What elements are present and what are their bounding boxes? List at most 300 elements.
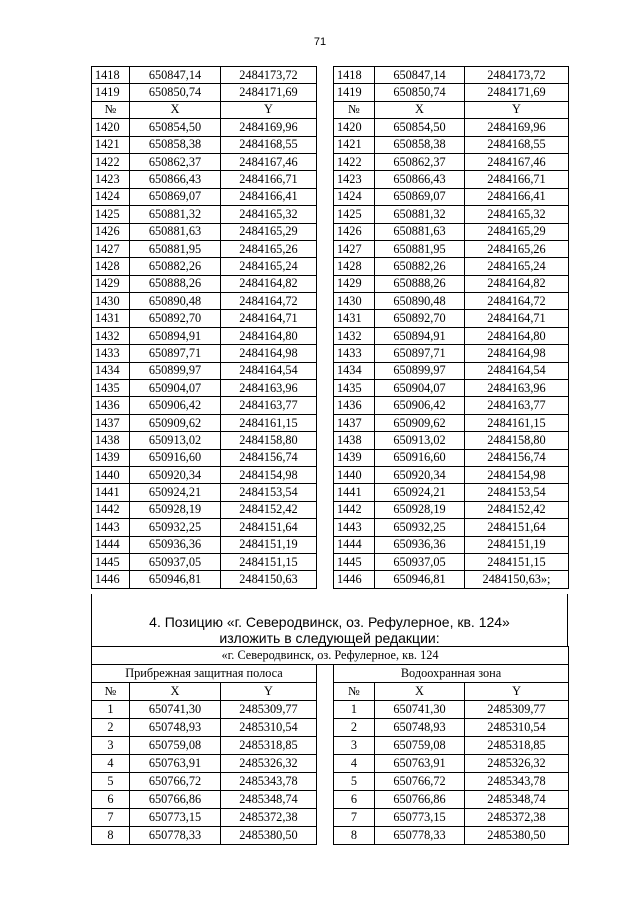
table-gap: [317, 188, 334, 205]
coord-y: 2484161,15: [465, 414, 569, 431]
table-gap: [317, 206, 334, 223]
table-gap: [317, 701, 334, 719]
coord-y: 2484164,98: [465, 345, 569, 362]
coord-y: 2485372,38: [221, 809, 317, 827]
coord-x: 650759,08: [375, 737, 465, 755]
table-gap: [317, 258, 334, 275]
point-number: 1434: [92, 362, 130, 379]
coord-y: 2484171,69: [465, 84, 569, 101]
coord-y: 2485372,38: [465, 809, 569, 827]
coord-x: 650847,14: [130, 67, 221, 84]
coord-y: 2485310,54: [221, 719, 317, 737]
coord-y: 2484164,98: [221, 345, 317, 362]
point-number: 4: [92, 755, 130, 773]
table-gap: [317, 171, 334, 188]
table-row: [92, 571, 569, 588]
point-number: 7: [92, 809, 130, 827]
point-number: 1429: [334, 275, 375, 292]
coord-x: 650766,86: [375, 791, 465, 809]
coord-x: 650854,50: [375, 119, 465, 136]
coord-x: 650892,70: [375, 310, 465, 327]
coord-y: 2484164,72: [465, 293, 569, 310]
table-row: [92, 258, 569, 275]
point-number: 1433: [334, 345, 375, 362]
point-number: 1443: [334, 519, 375, 536]
table-row: [92, 171, 569, 188]
coord-x: 650906,42: [375, 397, 465, 414]
coord-x: 650881,95: [130, 240, 221, 257]
coord-x: 650936,36: [375, 536, 465, 553]
coord-y: 2484167,46: [221, 153, 317, 170]
coord-y: 2485380,50: [221, 827, 317, 845]
col-header-x: X: [375, 683, 465, 701]
table-row: [92, 484, 569, 501]
coord-x: 650932,25: [130, 519, 221, 536]
point-number: 1430: [92, 293, 130, 310]
table-row: [92, 136, 569, 153]
table-row: [92, 809, 569, 827]
coord-y: 2484158,80: [465, 432, 569, 449]
group-header-left: Прибрежная защитная полоса: [92, 665, 317, 683]
coord-x: 650924,21: [130, 484, 221, 501]
table-gap: [317, 719, 334, 737]
coord-x: 650932,25: [375, 519, 465, 536]
table-title: «г. Северодвинск, оз. Рефулерное, кв. 124: [92, 647, 569, 665]
coord-y: 2484165,26: [221, 240, 317, 257]
point-number: 1444: [334, 536, 375, 553]
coord-x: 650909,62: [375, 414, 465, 431]
coord-x: 650759,08: [130, 737, 221, 755]
col-header-x: X: [130, 101, 221, 118]
coord-x: 650866,43: [130, 171, 221, 188]
page-number: 71: [313, 36, 327, 48]
coord-y: 2485326,32: [221, 755, 317, 773]
table-gap: [317, 791, 334, 809]
table-row: [92, 791, 569, 809]
point-number: 1422: [92, 153, 130, 170]
table-row: [92, 153, 569, 170]
point-number: 3: [334, 737, 375, 755]
point-number: 1: [334, 701, 375, 719]
coord-y: 2485326,32: [465, 755, 569, 773]
coord-y: 2484154,98: [221, 466, 317, 483]
coord-x: 650748,93: [130, 719, 221, 737]
coord-x: 650881,32: [130, 206, 221, 223]
coord-y: 2484151,15: [221, 553, 317, 570]
table-gap: [317, 414, 334, 431]
col-header-y: Y: [465, 683, 569, 701]
coord-y: 2484167,46: [465, 153, 569, 170]
point-number: 1419: [334, 84, 375, 101]
table-gap: [317, 827, 334, 845]
section-4-heading: 4. Позицию «г. Северодвинск, оз. Рефулерное, кв. 124»: [149, 614, 510, 630]
point-number: 5: [334, 773, 375, 791]
coord-y: 2484166,71: [221, 171, 317, 188]
coord-x: 650866,43: [375, 171, 465, 188]
coord-y: 2484153,54: [221, 484, 317, 501]
point-number: 7: [334, 809, 375, 827]
coord-x: 650890,48: [130, 293, 221, 310]
coord-y: 2484163,77: [221, 397, 317, 414]
coord-x: 650847,14: [375, 67, 465, 84]
point-number: 1431: [92, 310, 130, 327]
coord-y: 2484166,71: [465, 171, 569, 188]
coord-y: 2485348,74: [465, 791, 569, 809]
group-header-right: Водоохранная зона: [334, 665, 569, 683]
point-number: 1435: [334, 380, 375, 397]
point-number: 1421: [92, 136, 130, 153]
coord-y: 2485309,77: [465, 701, 569, 719]
coord-x: 650916,60: [375, 449, 465, 466]
point-number: 1427: [92, 240, 130, 257]
coord-y: 2484164,82: [465, 275, 569, 292]
coord-y: 2484163,77: [465, 397, 569, 414]
point-number: 1441: [92, 484, 130, 501]
coord-x: 650881,63: [375, 223, 465, 240]
point-number: 3: [92, 737, 130, 755]
point-number: 6: [92, 791, 130, 809]
coord-y: 2484165,29: [221, 223, 317, 240]
col-header-y: Y: [221, 101, 317, 118]
table-gap: [317, 67, 334, 84]
point-number: 1425: [92, 206, 130, 223]
table-header-row: [92, 101, 569, 118]
point-number: 2: [92, 719, 130, 737]
coord-y: 2484156,74: [221, 449, 317, 466]
coord-x: 650928,19: [375, 501, 465, 518]
table-row: [92, 362, 569, 379]
coord-x: 650892,70: [130, 310, 221, 327]
coord-x: 650748,93: [375, 719, 465, 737]
table-row: [92, 553, 569, 570]
point-number: 1436: [92, 397, 130, 414]
table-gap: [317, 275, 334, 292]
coord-y: 2484161,15: [221, 414, 317, 431]
coord-x: 650778,33: [130, 827, 221, 845]
coord-y: 2484151,15: [465, 553, 569, 570]
table-gap: [317, 466, 334, 483]
coord-x: 650916,60: [130, 449, 221, 466]
table-gap: [317, 345, 334, 362]
coord-x: 650894,91: [375, 327, 465, 344]
point-number: 1423: [92, 171, 130, 188]
coord-y: 2484151,19: [465, 536, 569, 553]
point-number: 1420: [92, 119, 130, 136]
coord-y: 2485310,54: [465, 719, 569, 737]
table-gap: [317, 223, 334, 240]
coord-x: 650909,62: [130, 414, 221, 431]
coord-x: 650773,15: [130, 809, 221, 827]
coord-x: 650888,26: [375, 275, 465, 292]
coord-x: 650904,07: [130, 380, 221, 397]
point-number: 1420: [334, 119, 375, 136]
coord-y: 2484165,24: [465, 258, 569, 275]
coord-x: 650858,38: [130, 136, 221, 153]
table-row: [92, 327, 569, 344]
coord-x: 650882,26: [130, 258, 221, 275]
coord-x: 650766,72: [375, 773, 465, 791]
coordinates-table-kv124: [91, 646, 569, 845]
coord-y: 2484165,32: [221, 206, 317, 223]
point-number: 1432: [334, 327, 375, 344]
coord-x: 650899,97: [375, 362, 465, 379]
point-number: 1418: [334, 67, 375, 84]
coord-x: 650897,71: [130, 345, 221, 362]
coord-x: 650850,74: [130, 84, 221, 101]
table-gap: [317, 449, 334, 466]
coord-x: 650904,07: [375, 380, 465, 397]
table-gap: [317, 101, 334, 118]
table-row: [92, 380, 569, 397]
point-number: 1440: [92, 466, 130, 483]
table-gap: [317, 809, 334, 827]
table-row: [92, 737, 569, 755]
coord-y: 2484152,42: [465, 501, 569, 518]
table-gap: [317, 755, 334, 773]
col-header-num: №: [334, 101, 375, 118]
table-row: [92, 223, 569, 240]
coord-x: 650741,30: [375, 701, 465, 719]
table-row: [92, 519, 569, 536]
table-row: [92, 536, 569, 553]
table-gap: [317, 310, 334, 327]
table-gap: [317, 153, 334, 170]
point-number: 1442: [92, 501, 130, 518]
coord-x: 650890,48: [375, 293, 465, 310]
point-number: 1423: [334, 171, 375, 188]
point-number: 1425: [334, 206, 375, 223]
point-number: 1426: [334, 223, 375, 240]
coord-y: 2484154,98: [465, 466, 569, 483]
point-number: 1445: [92, 553, 130, 570]
coord-y: 2484168,55: [221, 136, 317, 153]
point-number: 1427: [334, 240, 375, 257]
point-number: 6: [334, 791, 375, 809]
table-row: [92, 449, 569, 466]
table-gap: [317, 484, 334, 501]
coord-y: 2484165,24: [221, 258, 317, 275]
point-number: 1424: [92, 188, 130, 205]
coord-y: 2484163,96: [221, 380, 317, 397]
point-number: 1431: [334, 310, 375, 327]
point-number: 1432: [92, 327, 130, 344]
coord-x: 650888,26: [130, 275, 221, 292]
table-gap: [317, 136, 334, 153]
coord-y: 2484164,80: [465, 327, 569, 344]
coord-x: 650924,21: [375, 484, 465, 501]
coord-y: 2484168,55: [465, 136, 569, 153]
col-header-y: Y: [465, 101, 569, 118]
point-number: 1437: [334, 414, 375, 431]
coord-x: 650928,19: [130, 501, 221, 518]
coord-y: 2484164,71: [465, 310, 569, 327]
point-number: 1436: [334, 397, 375, 414]
coord-y: 2484150,63: [221, 571, 317, 588]
point-number: 1443: [92, 519, 130, 536]
coord-y: 2484156,74: [465, 449, 569, 466]
coord-x: 650937,05: [130, 553, 221, 570]
coord-x: 650766,72: [130, 773, 221, 791]
coord-x: 650869,07: [375, 188, 465, 205]
coord-x: 650937,05: [375, 553, 465, 570]
coord-x: 650946,81: [130, 571, 221, 588]
point-number: 1422: [334, 153, 375, 170]
table-gap: [317, 571, 334, 588]
coord-y: 2484151,64: [465, 519, 569, 536]
point-number: 1446: [92, 571, 130, 588]
section-4-subheading: изложить в следующей редакции:: [219, 630, 440, 646]
table-row: [92, 240, 569, 257]
coord-y: 2485343,78: [221, 773, 317, 791]
table-gap: [317, 501, 334, 518]
point-number: 1424: [334, 188, 375, 205]
coord-y: 2484164,72: [221, 293, 317, 310]
coord-y: 2484166,41: [465, 188, 569, 205]
point-number: 1433: [92, 345, 130, 362]
point-number: 8: [92, 827, 130, 845]
point-number: 1426: [92, 223, 130, 240]
coord-y: 2484169,96: [221, 119, 317, 136]
table-row: [92, 701, 569, 719]
coord-x: 650881,63: [130, 223, 221, 240]
coord-x: 650936,36: [130, 536, 221, 553]
coord-x: 650778,33: [375, 827, 465, 845]
coord-x: 650913,02: [130, 432, 221, 449]
table-gap: [317, 380, 334, 397]
point-number: 1437: [92, 414, 130, 431]
table-row: [92, 345, 569, 362]
coord-y: 2485380,50: [465, 827, 569, 845]
coord-y: 2484165,26: [465, 240, 569, 257]
point-number: 1418: [92, 67, 130, 84]
coord-y: 2484151,19: [221, 536, 317, 553]
point-number: 1: [92, 701, 130, 719]
point-number: 8: [334, 827, 375, 845]
coord-x: 650763,91: [375, 755, 465, 773]
coord-y: 2484164,54: [221, 362, 317, 379]
table-row: [92, 293, 569, 310]
table-row: [92, 67, 569, 84]
coord-y: 2484152,42: [221, 501, 317, 518]
coord-x: 650862,37: [130, 153, 221, 170]
table-row: [92, 719, 569, 737]
coord-y: 2484164,80: [221, 327, 317, 344]
point-number: 1442: [334, 501, 375, 518]
coord-y: 2484165,29: [465, 223, 569, 240]
col-header-num: №: [92, 683, 130, 701]
point-number: 1430: [334, 293, 375, 310]
table-gap: [317, 773, 334, 791]
point-number: 1438: [334, 432, 375, 449]
coord-x: 650741,30: [130, 701, 221, 719]
coord-x: 650920,34: [130, 466, 221, 483]
table-gap: [317, 362, 334, 379]
table-gap: [317, 293, 334, 310]
coord-x: 650899,97: [130, 362, 221, 379]
coord-y: 2484150,63»;: [465, 571, 569, 588]
point-number: 1434: [334, 362, 375, 379]
point-number: 1440: [334, 466, 375, 483]
coord-x: 650897,71: [375, 345, 465, 362]
table-row: [92, 84, 569, 101]
coord-y: 2484151,64: [221, 519, 317, 536]
table-row: [92, 432, 569, 449]
point-number: 1421: [334, 136, 375, 153]
table-gap: [317, 665, 334, 701]
table-row: [92, 397, 569, 414]
coord-y: 2485343,78: [465, 773, 569, 791]
col-header-y: Y: [221, 683, 317, 701]
point-number: 1444: [92, 536, 130, 553]
table-row: [92, 275, 569, 292]
coord-y: 2484171,69: [221, 84, 317, 101]
coord-y: 2485318,85: [465, 737, 569, 755]
coord-x: 650854,50: [130, 119, 221, 136]
coord-x: 650946,81: [375, 571, 465, 588]
col-header-x: X: [130, 683, 221, 701]
coord-y: 2484164,71: [221, 310, 317, 327]
coord-x: 650858,38: [375, 136, 465, 153]
point-number: 1428: [92, 258, 130, 275]
coord-y: 2484158,80: [221, 432, 317, 449]
coord-x: 650869,07: [130, 188, 221, 205]
coord-y: 2485318,85: [221, 737, 317, 755]
coord-x: 650906,42: [130, 397, 221, 414]
table-row: [92, 466, 569, 483]
coord-y: 2484164,54: [465, 362, 569, 379]
table-row: [92, 827, 569, 845]
table-row: [92, 773, 569, 791]
point-number: 2: [334, 719, 375, 737]
point-number: 1438: [92, 432, 130, 449]
coord-y: 2485348,74: [221, 791, 317, 809]
table-gap: [317, 397, 334, 414]
coord-y: 2484166,41: [221, 188, 317, 205]
coord-x: 650913,02: [375, 432, 465, 449]
point-number: 1439: [92, 449, 130, 466]
table-row: [92, 755, 569, 773]
coord-x: 650766,86: [130, 791, 221, 809]
point-number: 1439: [334, 449, 375, 466]
point-number: 1435: [92, 380, 130, 397]
point-number: 1419: [92, 84, 130, 101]
table-gap: [317, 240, 334, 257]
point-number: 1441: [334, 484, 375, 501]
table-gap: [317, 737, 334, 755]
table-gap: [317, 553, 334, 570]
coord-y: 2484153,54: [465, 484, 569, 501]
coord-x: 650862,37: [375, 153, 465, 170]
table-row: [92, 501, 569, 518]
point-number: 1428: [334, 258, 375, 275]
coord-x: 650881,95: [375, 240, 465, 257]
table-gap: [317, 519, 334, 536]
coord-y: 2484173,72: [465, 67, 569, 84]
point-number: 1445: [334, 553, 375, 570]
coordinates-table-continued: [91, 66, 569, 589]
point-number: 1446: [334, 571, 375, 588]
col-header-num: №: [92, 101, 130, 118]
point-number: 5: [92, 773, 130, 791]
section-4: [91, 594, 568, 646]
coord-x: 650850,74: [375, 84, 465, 101]
table-gap: [317, 84, 334, 101]
point-number: 4: [334, 755, 375, 773]
table-gap: [317, 119, 334, 136]
coord-x: 650881,32: [375, 206, 465, 223]
table-gap: [317, 536, 334, 553]
coord-x: 650894,91: [130, 327, 221, 344]
